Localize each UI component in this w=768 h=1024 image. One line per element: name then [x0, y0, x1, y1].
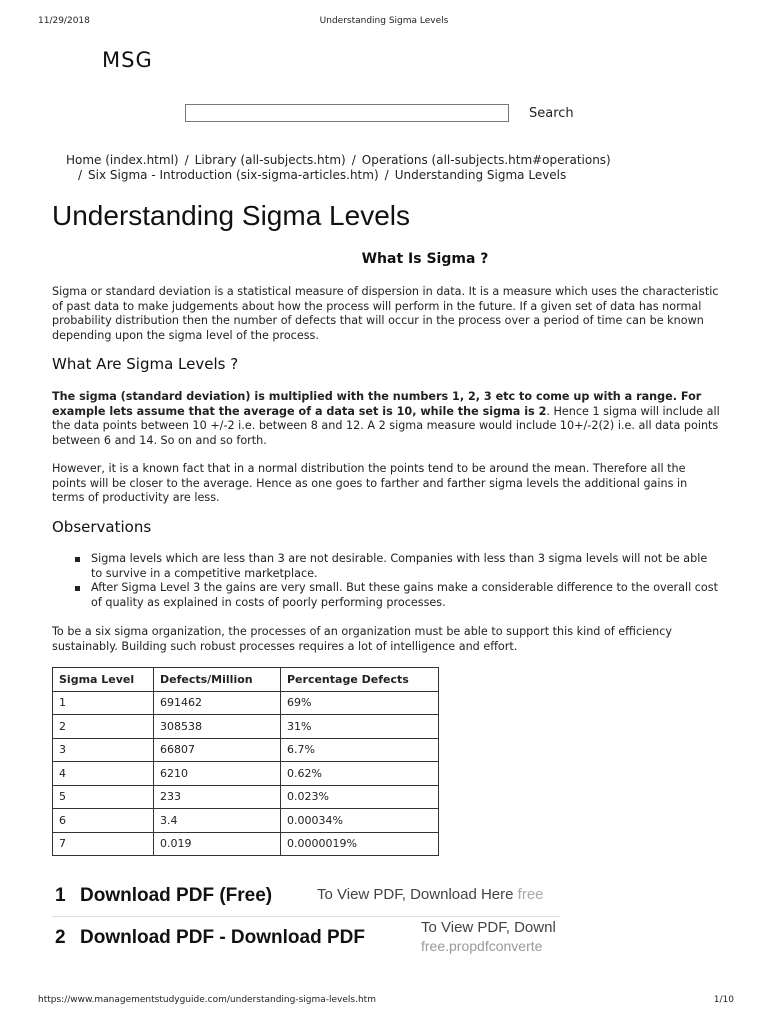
print-date: 11/29/2018: [38, 16, 90, 26]
table-cell: 0.023%: [281, 785, 439, 809]
breadcrumb-operations[interactable]: Operations (all-subjects.htm#operations): [361, 153, 611, 167]
search-button[interactable]: Search: [529, 106, 574, 121]
table-row: [53, 715, 439, 739]
observations-list: [52, 552, 720, 610]
table-cell: 31%: [281, 715, 439, 739]
ad-subtext[interactable]: To View PDF, Downl: [421, 919, 556, 936]
table-cell: 66807: [154, 738, 281, 762]
ad-download-pdf[interactable]: [52, 918, 732, 962]
table-cell: 69%: [281, 691, 439, 715]
ad-label[interactable]: Download PDF - Download PDF: [80, 927, 365, 948]
table-cell: 3: [53, 738, 154, 762]
paragraph: However, it is a known fact that in a normal distribution the points tend to be around the mean. Therefore all the points will be closer to the average. Hence as one goes to farther and farther sigma levels the additional gains in terms of productivity are less.: [52, 462, 688, 504]
section-heading-sigma-levels: What Are Sigma Levels ?: [52, 355, 239, 373]
table-cell: 0.019: [154, 832, 281, 856]
bold-text: The sigma (standard deviation) is multiplied with the numbers 1, 2, 3 etc to come up with a range. For example lets assume that the average of a data set is 10, while the sigma is 2: [52, 390, 702, 418]
print-title: Understanding Sigma Levels: [319, 16, 449, 26]
table-header-row: [53, 668, 439, 692]
table-cell: 4: [53, 762, 154, 786]
ad-download-pdf-free[interactable]: [52, 880, 732, 916]
breadcrumb-library[interactable]: Library (all-subjects.htm): [194, 153, 346, 167]
ad-subtext[interactable]: To View PDF, Download Here free: [317, 886, 544, 903]
section-sigma-levels-body: [52, 390, 720, 448]
column-header: Percentage Defects: [281, 668, 439, 692]
site-logo[interactable]: MSG: [102, 48, 153, 72]
page-title: Understanding Sigma Levels: [52, 200, 410, 231]
paragraph: To be a six sigma organization, the processes of an organization must be able to support this kind of efficiency sustainably. Building such robust processes requires a lot of intelligence and effort.: [52, 625, 673, 653]
section-heading-what-is-sigma: What Is Sigma ?: [361, 251, 489, 267]
closing-paragraph: [52, 625, 720, 654]
table-row: [53, 809, 439, 833]
table-cell: 2: [53, 715, 154, 739]
breadcrumb-separator: /: [184, 153, 189, 167]
list-item: [52, 552, 720, 581]
breadcrumb-separator: /: [78, 168, 83, 182]
footer-url: https://www.managementstudyguide.com/understanding-sigma-levels.htm: [38, 995, 376, 1005]
section-heading-observations: Observations: [52, 518, 152, 536]
table-row: [53, 738, 439, 762]
breadcrumb: [66, 153, 666, 183]
divider: [52, 916, 560, 917]
paragraph-text: . Hence 1 sigma will include all the data points between 10 +/-2 i.e. between 8 and 12. A 2 sigma measure would include 10+/-2(2) i.e. all data points between 6 and 14. So on and so forth.: [52, 404, 720, 447]
paragraph: Sigma or standard deviation is a statistical measure of dispersion in data. It is a measure which uses the characteristic of past data to make judgements about how the process will perform in the future. If a given set of data has normal probability distribution then the number of defects that will occur in the process over a period of time can be known depending upon the sigma level of the process.: [52, 285, 719, 342]
section-sigma-levels-para2: [52, 462, 720, 506]
table-cell: 233: [154, 785, 281, 809]
list-item: [52, 581, 720, 610]
search-input[interactable]: [185, 104, 509, 122]
breadcrumb-current: Understanding Sigma Levels: [394, 168, 567, 182]
ad-number: 1: [55, 885, 66, 906]
breadcrumb-home[interactable]: Home (index.html): [66, 153, 179, 167]
ad-label[interactable]: Download PDF (Free): [80, 885, 273, 906]
table-cell: 6210: [154, 762, 281, 786]
table-cell: 0.62%: [281, 762, 439, 786]
table-cell: 0.00034%: [281, 809, 439, 833]
table-row: [53, 691, 439, 715]
table-cell: 5: [53, 785, 154, 809]
list-item-text: Sigma levels which are less than 3 are not desirable. Companies with less than 3 sigma levels will not be able to survive in a competitive marketplace.: [91, 552, 708, 580]
table-cell: 6.7%: [281, 738, 439, 762]
ad-number: 2: [55, 927, 66, 948]
table-row: [53, 785, 439, 809]
footer-page-number: 1/10: [713, 995, 734, 1005]
table-row: [53, 762, 439, 786]
paragraph: [52, 390, 720, 448]
table-cell: 3.4: [154, 809, 281, 833]
table-row: [53, 832, 439, 856]
breadcrumb-separator: /: [384, 168, 389, 182]
breadcrumb-separator: /: [351, 153, 356, 167]
column-header: Sigma Level: [53, 668, 154, 692]
ad-subtext-url[interactable]: free.propdfconverte: [421, 938, 543, 954]
table-cell: 7: [53, 832, 154, 856]
section-what-is-sigma-body: [52, 285, 720, 343]
sigma-table: [52, 667, 439, 856]
list-item-text: After Sigma Level 3 the gains are very small. But these gains make a considerable difference to the overall cost of quality as explained in costs of poorly performing processes.: [91, 581, 718, 609]
bullet-icon: [75, 586, 80, 591]
breadcrumb-six-sigma[interactable]: Six Sigma - Introduction (six-sigma-articles.htm): [88, 168, 379, 182]
bullet-icon: [75, 557, 80, 562]
table-cell: 1: [53, 691, 154, 715]
table-cell: 691462: [154, 691, 281, 715]
column-header: Defects/Million: [154, 668, 281, 692]
table-cell: 0.0000019%: [281, 832, 439, 856]
table-cell: 308538: [154, 715, 281, 739]
table-cell: 6: [53, 809, 154, 833]
